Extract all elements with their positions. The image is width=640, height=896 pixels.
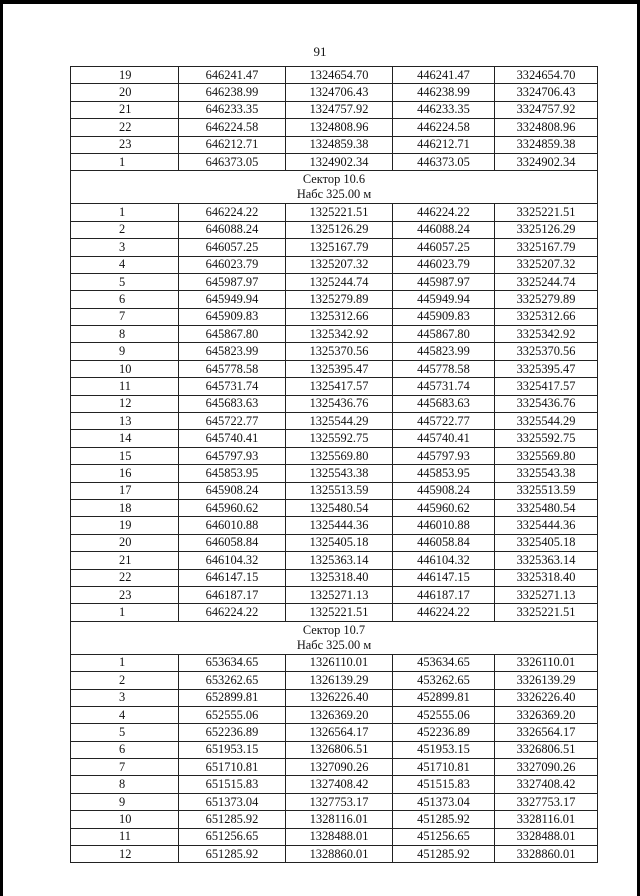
- coordinate-cell: 452899.81: [393, 689, 495, 706]
- table-row: [71, 447, 598, 464]
- coordinate-cell: 3325221.51: [495, 204, 598, 221]
- table-row: [71, 811, 598, 828]
- coordinate-cell: 651710.81: [179, 759, 286, 776]
- coordinate-cell: 3325279.89: [495, 291, 598, 308]
- point-number-cell: 23: [71, 586, 179, 603]
- scan-border-left: [0, 0, 3, 896]
- coordinate-cell: 3327753.17: [495, 793, 598, 810]
- coordinate-cell: 446147.15: [393, 569, 495, 586]
- coordinate-cell: 1325342.92: [286, 326, 393, 343]
- coordinate-cell: 651285.92: [179, 846, 286, 863]
- coordinate-cell: 445949.94: [393, 291, 495, 308]
- coordinate-cell: 1326369.20: [286, 706, 393, 723]
- coordinate-cell: 3326110.01: [495, 654, 598, 671]
- point-number-cell: 9: [71, 793, 179, 810]
- point-number-cell: 11: [71, 378, 179, 395]
- coordinate-cell: 651515.83: [179, 776, 286, 793]
- table-row: [71, 273, 598, 290]
- point-number-cell: 1: [71, 153, 179, 170]
- coordinate-cell: 3327408.42: [495, 776, 598, 793]
- point-number-cell: 20: [71, 84, 179, 101]
- table-row: [71, 672, 598, 689]
- coordinate-cell: 645853.95: [179, 465, 286, 482]
- coordinate-cell: 3325592.75: [495, 430, 598, 447]
- table-row: [71, 67, 598, 84]
- coordinate-cell: 1328488.01: [286, 828, 393, 845]
- coordinate-cell: 3326139.29: [495, 672, 598, 689]
- coordinate-cell: 646147.15: [179, 569, 286, 586]
- coordinate-cell: 1325279.89: [286, 291, 393, 308]
- coordinate-cell: 1325207.32: [286, 256, 393, 273]
- coordinate-cell: 446010.88: [393, 517, 495, 534]
- table-row: [71, 741, 598, 758]
- point-number-cell: 1: [71, 654, 179, 671]
- coordinate-cell: 446187.17: [393, 586, 495, 603]
- coordinate-cell: 1325244.74: [286, 273, 393, 290]
- point-number-cell: 8: [71, 326, 179, 343]
- coordinate-cell: 646373.05: [179, 153, 286, 170]
- coordinate-cell: 1326139.29: [286, 672, 393, 689]
- coordinate-cell: 3325569.80: [495, 447, 598, 464]
- point-number-cell: 6: [71, 291, 179, 308]
- coordinate-cell: 1325221.51: [286, 204, 393, 221]
- coordinate-cell: 446058.84: [393, 534, 495, 551]
- point-number-cell: 4: [71, 706, 179, 723]
- coordinate-cell: 445778.58: [393, 360, 495, 377]
- table-row: [71, 430, 598, 447]
- point-number-cell: 5: [71, 724, 179, 741]
- coordinate-cell: 645683.63: [179, 395, 286, 412]
- coordinate-cell: 3325126.29: [495, 221, 598, 238]
- coordinate-cell: 1324902.34: [286, 153, 393, 170]
- coordinate-cell: 451256.65: [393, 828, 495, 845]
- coordinate-cell: 446104.32: [393, 552, 495, 569]
- point-number-cell: 7: [71, 308, 179, 325]
- coordinate-cell: 446057.25: [393, 239, 495, 256]
- point-number-cell: 12: [71, 395, 179, 412]
- point-number-cell: 16: [71, 465, 179, 482]
- coordinate-cell: 646224.22: [179, 604, 286, 621]
- coordinate-cell: 1324706.43: [286, 84, 393, 101]
- coordinate-cell: 445740.41: [393, 430, 495, 447]
- table-row: [71, 759, 598, 776]
- point-number-cell: 9: [71, 343, 179, 360]
- coordinate-cell: 3324654.70: [495, 67, 598, 84]
- coordinate-cell: 445867.80: [393, 326, 495, 343]
- coordinate-cell: 645949.94: [179, 291, 286, 308]
- coordinate-cell: 1326564.17: [286, 724, 393, 741]
- table-row: [71, 465, 598, 482]
- coordinate-cell: 1326110.01: [286, 654, 393, 671]
- coordinate-cell: 645909.83: [179, 308, 286, 325]
- coordinate-cell: 651256.65: [179, 828, 286, 845]
- table-row: [71, 360, 598, 377]
- coordinate-cell: 3325480.54: [495, 499, 598, 516]
- coordinate-cell: 1325318.40: [286, 569, 393, 586]
- coordinate-cell: 3324757.92: [495, 101, 598, 118]
- point-number-cell: 18: [71, 499, 179, 516]
- point-number-cell: 1: [71, 604, 179, 621]
- coordinate-cell: 445683.63: [393, 395, 495, 412]
- coordinate-cell: 445722.77: [393, 413, 495, 430]
- coordinate-cell: 3328116.01: [495, 811, 598, 828]
- coordinate-cell: 445797.93: [393, 447, 495, 464]
- coordinate-cell: 646010.88: [179, 517, 286, 534]
- coordinate-cell: 646224.22: [179, 204, 286, 221]
- coordinate-cell: 1325271.13: [286, 586, 393, 603]
- coordinate-cell: 3325271.13: [495, 586, 598, 603]
- coordinate-cell: 3324706.43: [495, 84, 598, 101]
- coordinate-cell: 645740.41: [179, 430, 286, 447]
- point-number-cell: 11: [71, 828, 179, 845]
- table-row: [71, 776, 598, 793]
- sector-title: Сектор 10.7: [302, 622, 366, 637]
- coordinate-cell: 645823.99: [179, 343, 286, 360]
- coordinate-cell: 646233.35: [179, 101, 286, 118]
- sector-header-row: [71, 171, 598, 204]
- coordinate-cell: 646104.32: [179, 552, 286, 569]
- table-row: [71, 204, 598, 221]
- coordinate-cell: 3325363.14: [495, 552, 598, 569]
- coordinate-cell: 1325417.57: [286, 378, 393, 395]
- table-row: [71, 221, 598, 238]
- coordinate-cell: 3324859.38: [495, 136, 598, 153]
- coordinate-cell: 446023.79: [393, 256, 495, 273]
- table-row: [71, 84, 598, 101]
- coordinate-cell: 1324757.92: [286, 101, 393, 118]
- coordinate-cell: 1325444.36: [286, 517, 393, 534]
- coordinate-cell: 3325444.36: [495, 517, 598, 534]
- coordinate-cell: 3328860.01: [495, 846, 598, 863]
- coordinate-cell: 446224.58: [393, 119, 495, 136]
- coordinate-cell: 3325370.56: [495, 343, 598, 360]
- table-row: [71, 689, 598, 706]
- table-row: [71, 308, 598, 325]
- coordinate-cell: 1325513.59: [286, 482, 393, 499]
- coordinate-cell: 1325544.29: [286, 413, 393, 430]
- coordinate-cell: 445909.83: [393, 308, 495, 325]
- coordinate-cell: 1325543.38: [286, 465, 393, 482]
- point-number-cell: 5: [71, 273, 179, 290]
- point-number-cell: 6: [71, 741, 179, 758]
- table-row: [71, 828, 598, 845]
- sector-header: [71, 171, 598, 204]
- table-row: [71, 793, 598, 810]
- coordinate-cell: 1325436.76: [286, 395, 393, 412]
- coordinate-cell: 445853.95: [393, 465, 495, 482]
- point-number-cell: 1: [71, 204, 179, 221]
- coordinate-cell: 652236.89: [179, 724, 286, 741]
- point-number-cell: 14: [71, 430, 179, 447]
- coordinate-cell: 3325342.92: [495, 326, 598, 343]
- coordinate-cell: 3325405.18: [495, 534, 598, 551]
- coordinate-cell: 451373.04: [393, 793, 495, 810]
- coordinate-cell: 646238.99: [179, 84, 286, 101]
- coordinate-cell: 3328488.01: [495, 828, 598, 845]
- table-row: [71, 534, 598, 551]
- coordinate-cell: 3325544.29: [495, 413, 598, 430]
- point-number-cell: 23: [71, 136, 179, 153]
- coordinate-cell: 446233.35: [393, 101, 495, 118]
- table-row: [71, 291, 598, 308]
- coordinate-cell: 445823.99: [393, 343, 495, 360]
- coordinate-cell: 3325318.40: [495, 569, 598, 586]
- sector-elevation: Набс 325.00 м: [296, 637, 372, 652]
- coordinate-cell: 452555.06: [393, 706, 495, 723]
- coordinate-cell: 453634.65: [393, 654, 495, 671]
- coordinate-cell: 451285.92: [393, 846, 495, 863]
- coordinate-cell: 1324859.38: [286, 136, 393, 153]
- coordinate-cell: 1325126.29: [286, 221, 393, 238]
- coordinate-cell: 3325417.57: [495, 378, 598, 395]
- coordinate-cell: 3325395.47: [495, 360, 598, 377]
- point-number-cell: 8: [71, 776, 179, 793]
- point-number-cell: 2: [71, 672, 179, 689]
- coordinate-cell: 1325363.14: [286, 552, 393, 569]
- table-row: [71, 256, 598, 273]
- point-number-cell: 7: [71, 759, 179, 776]
- coordinate-cell: 3325244.74: [495, 273, 598, 290]
- coordinate-cell: 1325569.80: [286, 447, 393, 464]
- coordinate-cell: 3326564.17: [495, 724, 598, 741]
- point-number-cell: 22: [71, 119, 179, 136]
- coordinate-cell: 651373.04: [179, 793, 286, 810]
- table-row: [71, 586, 598, 603]
- table-row: [71, 846, 598, 863]
- sector-elevation: Набс 325.00 м: [296, 187, 372, 202]
- coordinate-cell: 645778.58: [179, 360, 286, 377]
- point-number-cell: 21: [71, 552, 179, 569]
- point-number-cell: 13: [71, 413, 179, 430]
- coordinate-cell: 1326806.51: [286, 741, 393, 758]
- sector-header-row: [71, 621, 598, 654]
- table-row: [71, 101, 598, 118]
- coordinate-cell: 645908.24: [179, 482, 286, 499]
- table-row: [71, 482, 598, 499]
- coordinate-cell: 1324808.96: [286, 119, 393, 136]
- coordinate-cell: 3326226.40: [495, 689, 598, 706]
- coordinate-cell: 446212.71: [393, 136, 495, 153]
- table-row: [71, 604, 598, 621]
- point-number-cell: 10: [71, 360, 179, 377]
- coordinate-cell: 1325370.56: [286, 343, 393, 360]
- coordinate-cell: 446224.22: [393, 204, 495, 221]
- table-row: [71, 706, 598, 723]
- table-row: [71, 569, 598, 586]
- sector-title: Сектор 10.6: [302, 172, 366, 187]
- point-number-cell: 20: [71, 534, 179, 551]
- coordinate-cell: 445987.97: [393, 273, 495, 290]
- table-row: [71, 499, 598, 516]
- coordinate-cell: 446241.47: [393, 67, 495, 84]
- point-number-cell: 10: [71, 811, 179, 828]
- coordinate-cell: 646088.24: [179, 221, 286, 238]
- coordinate-cell: 3325436.76: [495, 395, 598, 412]
- scan-border-top: [0, 0, 640, 4]
- coordinate-cell: 3326369.20: [495, 706, 598, 723]
- coordinate-cell: 1327090.26: [286, 759, 393, 776]
- point-number-cell: 3: [71, 689, 179, 706]
- coordinate-cell: 1328860.01: [286, 846, 393, 863]
- coordinate-cell: 653262.65: [179, 672, 286, 689]
- coordinate-cell: 1328116.01: [286, 811, 393, 828]
- coordinate-cell: 3326806.51: [495, 741, 598, 758]
- coordinate-cell: 446224.22: [393, 604, 495, 621]
- coordinate-cell: 3325221.51: [495, 604, 598, 621]
- coordinate-cell: 645867.80: [179, 326, 286, 343]
- coordinate-cell: 1325480.54: [286, 499, 393, 516]
- coordinate-cell: 3325207.32: [495, 256, 598, 273]
- table-row: [71, 552, 598, 569]
- coordinate-cell: 1325167.79: [286, 239, 393, 256]
- coordinate-cell: 645987.97: [179, 273, 286, 290]
- coordinate-cell: 646241.47: [179, 67, 286, 84]
- coordinate-cell: 1325592.75: [286, 430, 393, 447]
- point-number-cell: 22: [71, 569, 179, 586]
- coordinate-cell: 1325312.66: [286, 308, 393, 325]
- coordinate-cell: 1324654.70: [286, 67, 393, 84]
- point-number-cell: 4: [71, 256, 179, 273]
- coordinate-cell: 445960.62: [393, 499, 495, 516]
- coordinate-cell: 446238.99: [393, 84, 495, 101]
- coordinate-cell: 646187.17: [179, 586, 286, 603]
- point-number-cell: 15: [71, 447, 179, 464]
- table-row: [71, 136, 598, 153]
- coordinate-cell: 653634.65: [179, 654, 286, 671]
- table-row: [71, 395, 598, 412]
- table-row: [71, 724, 598, 741]
- coordinate-cell: 446088.24: [393, 221, 495, 238]
- coordinate-cell: 446373.05: [393, 153, 495, 170]
- point-number-cell: 19: [71, 517, 179, 534]
- coordinate-cell: 1325221.51: [286, 604, 393, 621]
- coordinate-cell: 652555.06: [179, 706, 286, 723]
- table-row: [71, 413, 598, 430]
- coordinate-cell: 646058.84: [179, 534, 286, 551]
- coordinate-cell: 645960.62: [179, 499, 286, 516]
- coordinate-cell: 1327753.17: [286, 793, 393, 810]
- coordinate-cell: 645731.74: [179, 378, 286, 395]
- sector-header: [71, 621, 598, 654]
- coordinates-table-body: [71, 67, 598, 863]
- coordinate-cell: 451953.15: [393, 741, 495, 758]
- coordinate-cell: 646057.25: [179, 239, 286, 256]
- coordinate-cell: 3325167.79: [495, 239, 598, 256]
- coordinate-cell: 651285.92: [179, 811, 286, 828]
- table-row: [71, 326, 598, 343]
- point-number-cell: 2: [71, 221, 179, 238]
- coordinate-cell: 1325395.47: [286, 360, 393, 377]
- coordinate-cell: 646023.79: [179, 256, 286, 273]
- point-number-cell: 12: [71, 846, 179, 863]
- coordinate-cell: 646212.71: [179, 136, 286, 153]
- point-number-cell: 17: [71, 482, 179, 499]
- point-number-cell: 3: [71, 239, 179, 256]
- coordinate-cell: 645797.93: [179, 447, 286, 464]
- point-number-cell: 21: [71, 101, 179, 118]
- table-row: [71, 119, 598, 136]
- coordinate-cell: 3325312.66: [495, 308, 598, 325]
- table-row: [71, 239, 598, 256]
- coordinate-cell: 451285.92: [393, 811, 495, 828]
- coordinate-cell: 646224.58: [179, 119, 286, 136]
- coordinate-cell: 451515.83: [393, 776, 495, 793]
- table-row: [71, 343, 598, 360]
- coordinates-table: [70, 66, 598, 863]
- table-row: [71, 654, 598, 671]
- coordinate-cell: 645722.77: [179, 413, 286, 430]
- coordinate-cell: 3327090.26: [495, 759, 598, 776]
- coordinate-cell: 3325543.38: [495, 465, 598, 482]
- coordinate-cell: 452236.89: [393, 724, 495, 741]
- coordinate-cell: 1325405.18: [286, 534, 393, 551]
- table-row: [71, 153, 598, 170]
- coordinate-cell: 652899.81: [179, 689, 286, 706]
- coordinate-cell: 451710.81: [393, 759, 495, 776]
- coordinate-cell: 1326226.40: [286, 689, 393, 706]
- coordinate-cell: 3324808.96: [495, 119, 598, 136]
- coordinate-cell: 445731.74: [393, 378, 495, 395]
- coordinate-cell: 3325513.59: [495, 482, 598, 499]
- point-number-cell: 19: [71, 67, 179, 84]
- coordinate-cell: 453262.65: [393, 672, 495, 689]
- coordinate-cell: 3324902.34: [495, 153, 598, 170]
- coordinate-cell: 445908.24: [393, 482, 495, 499]
- table-row: [71, 378, 598, 395]
- page-number: 91: [313, 44, 327, 59]
- table-row: [71, 517, 598, 534]
- coordinate-cell: 651953.15: [179, 741, 286, 758]
- coordinate-cell: 1327408.42: [286, 776, 393, 793]
